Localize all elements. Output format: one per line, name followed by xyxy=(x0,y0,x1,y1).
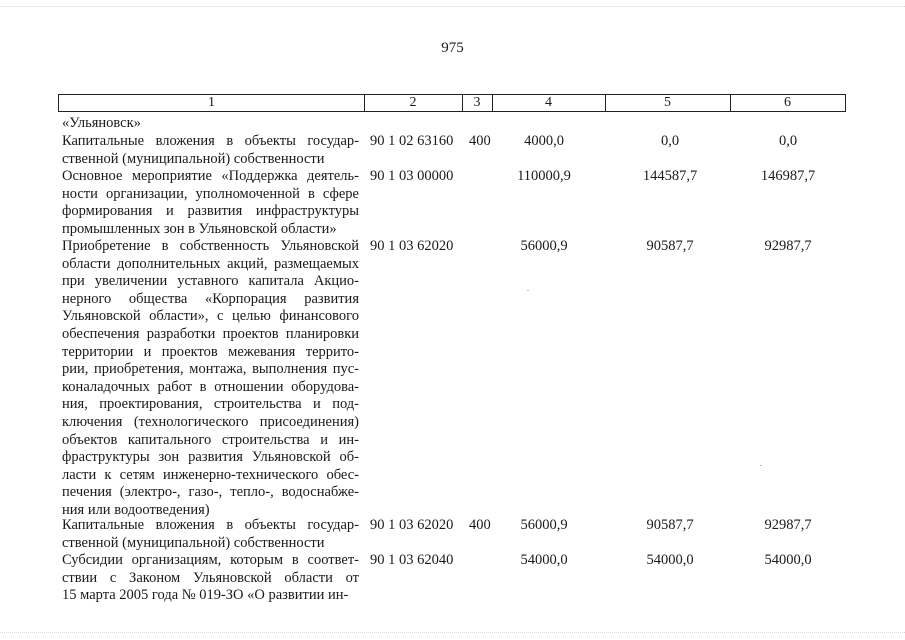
description-line: области дополнительных акций, размещаемых xyxy=(62,255,359,272)
amount-col-6: 92987,7 xyxy=(764,517,812,533)
amount-col-5: 0,0 xyxy=(660,133,680,149)
target-article-code: 90 1 03 62020 xyxy=(370,517,454,533)
amount-col-6: 92987,7 xyxy=(764,238,812,254)
header-col-6: 6 xyxy=(784,95,791,110)
header-col-1: 1 xyxy=(59,95,365,111)
row-description xyxy=(62,133,359,168)
page-number: 975 xyxy=(441,40,464,56)
description-line: ственной (муниципальной) собственности xyxy=(62,150,325,167)
header-col-4: 4 xyxy=(492,95,606,111)
description-line: рии, приобретения, монтажа, выполнения пус- xyxy=(62,361,359,378)
expense-type-code: 400 xyxy=(469,133,491,149)
amount-col-4: 110000,9 xyxy=(517,168,571,184)
description-line: ния или водоотведения) xyxy=(62,501,210,518)
amount-col-6: 0,0 xyxy=(778,133,798,149)
header-col-3: 3 xyxy=(462,95,493,111)
amount-col-4: 4000,0 xyxy=(524,133,564,149)
target-article-code: 90 1 03 00000 xyxy=(370,168,454,184)
target-article-code: 90 1 03 62040 xyxy=(370,552,454,568)
row-description xyxy=(62,552,359,605)
amount-col-5: 90587,7 xyxy=(646,238,694,254)
description-line: ключения (технологического присоединения) xyxy=(62,413,359,430)
description-line: 15 марта 2005 года № 019-ЗО «О развитии ин- xyxy=(62,587,349,604)
description-line: ласти к сетям инженерно-технического обес- xyxy=(62,466,359,483)
target-article-code: 90 1 03 62020 xyxy=(370,238,454,254)
amount-col-4: 56000,9 xyxy=(520,517,568,533)
expense-type-code: 400 xyxy=(469,517,491,533)
description-line: при увеличении уставного капитала Акцио- xyxy=(62,273,359,290)
amount-col-5: 90587,7 xyxy=(646,517,694,533)
table-header-row xyxy=(58,94,846,112)
description-line: Приобретение в собственность Ульяновской xyxy=(62,238,359,254)
description-line: формирования и развития инфраструктуры xyxy=(62,203,359,220)
description-line: территории и проектов межевания террито- xyxy=(62,343,359,360)
amount-col-6: 146987,7 xyxy=(760,168,816,184)
description-line: ности организации, уполномоченной в сфере xyxy=(62,185,359,202)
row-description xyxy=(62,168,359,238)
description-line: ствии с Законом Ульяновской области от xyxy=(62,569,359,586)
description-line: печения (электро-, газо-, тепло-, водоснабже- xyxy=(62,484,359,501)
header-col-2: 2 xyxy=(364,95,463,111)
scan-speck xyxy=(760,465,762,466)
header-col-5: 5 xyxy=(605,95,731,111)
scan-edge-top xyxy=(0,6,905,7)
description-line: Капитальные вложения в объекты государ- xyxy=(62,517,359,533)
description-line: промышленных зон в Ульяновской области» xyxy=(62,220,337,237)
description-line: Субсидии организациям, которым в соответ- xyxy=(62,552,359,568)
description-line: нерного общества «Корпорация развития xyxy=(62,290,359,307)
description-line: объектов капитального строительства и ин- xyxy=(62,431,359,448)
amount-col-4: 54000,0 xyxy=(520,552,568,568)
row-description xyxy=(62,115,359,133)
description-line: Основное мероприятие «Поддержка деятель- xyxy=(62,168,359,184)
amount-col-4: 56000,9 xyxy=(520,238,568,254)
target-article-code: 90 1 02 63160 xyxy=(370,133,454,149)
description-line: Ульяновской области», с целью финансового xyxy=(62,308,359,325)
amount-col-5: 144587,7 xyxy=(642,168,698,184)
description-line: «Ульяновск» xyxy=(62,115,141,131)
scan-speck xyxy=(527,290,529,291)
description-line: ния, проектирования, строительства и под- xyxy=(62,396,359,413)
description-line: фраструктуры зон развития Ульяновской об- xyxy=(62,449,359,466)
description-line: обеспечения разработки проектов планировки xyxy=(62,325,359,342)
description-line: Капитальные вложения в объекты государ- xyxy=(62,133,359,149)
amount-col-6: 54000,0 xyxy=(764,552,812,568)
scan-edge-bottom xyxy=(0,632,905,633)
amount-col-5: 54000,0 xyxy=(646,552,694,568)
row-description xyxy=(62,517,359,552)
description-line: коналадочных работ в отношении оборудова- xyxy=(62,378,359,395)
description-line: ственной (муниципальной) собственности xyxy=(62,534,325,551)
row-description xyxy=(62,238,359,520)
